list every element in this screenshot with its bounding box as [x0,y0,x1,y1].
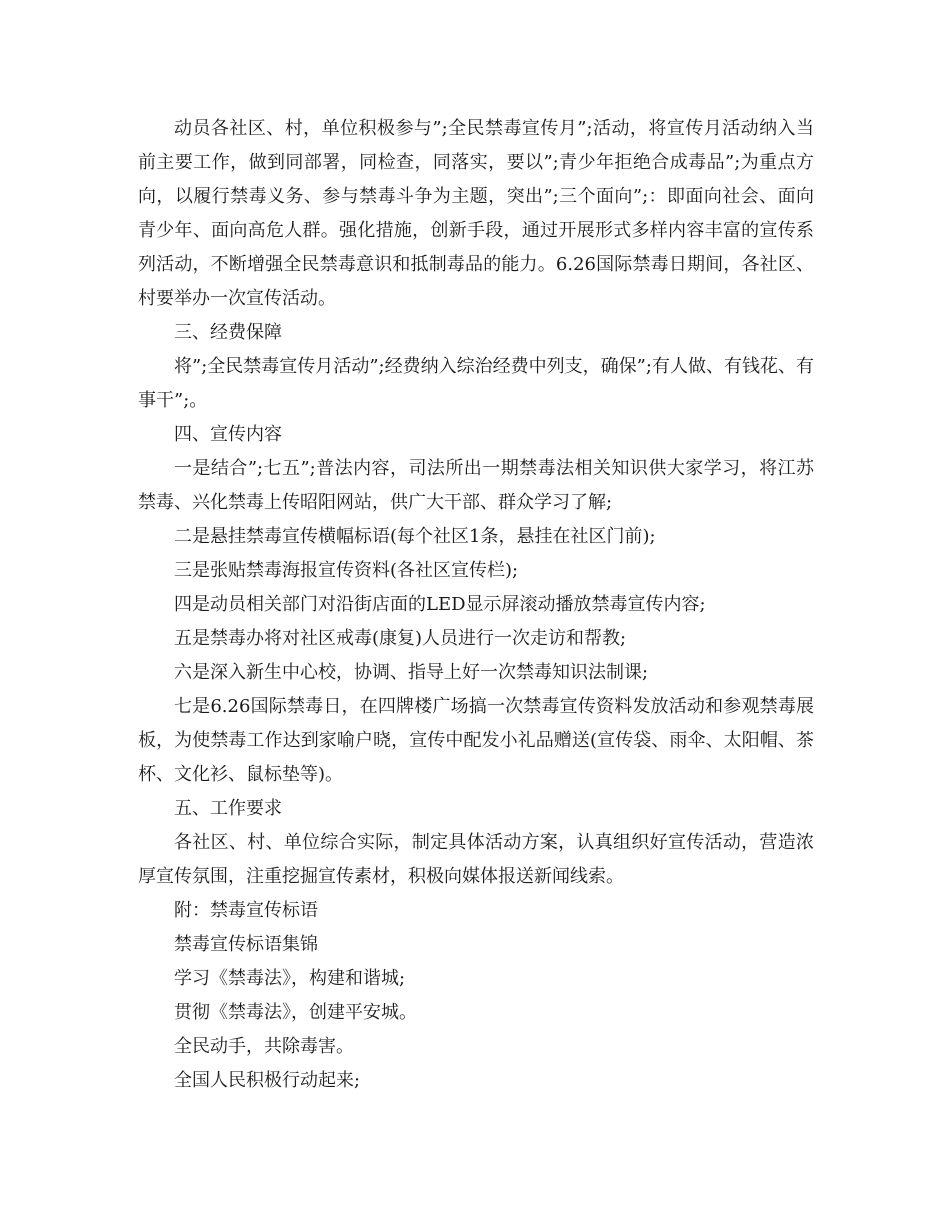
heading-publicity-content: 四、宣传内容 [174,424,282,445]
slogan-item: 学习《禁毒法》，构建和谐城; [174,968,406,989]
paragraph-work-requirements: 各社区、村、单位综合实际，制定具体活动方案，认真组织好宣传活动，营造浓厚宣传氛围，注重挖掘宣传素材，积极向媒体报送新闻线索。 [138,832,814,887]
paragraph-funding: 将”;全民禁毒宣传月活动”;经费纳入综治经费中列支，确保”;有人做、有钱花、有事干”;。 [138,356,814,411]
heading-work-requirements: 五、工作要求 [174,798,282,819]
paragraph-item-3: 三是张贴禁毒海报宣传资料(各社区宣传栏); [174,560,519,581]
paragraph-campaign-mobilization: 动员各社区、村，单位积极参与”;全民禁毒宣传月”;活动，将宣传月活动纳入当前主要工作，做到同部署，同检查，同落实，要以”;青少年拒绝合成毒品”;为重点方向，以履行禁毒义务、参与禁毒斗争为主题，突出”;三个面向”;：即面向社会、面向青少年、面向高危人群。强化措施，创新手段，通过开展形式多样内容丰富的宣传系列活动，不断增强全民禁毒意识和抵制毒品的能力。6.26国际禁毒日期间，各社区、村要举办一次宣传活动。 [138,118,814,309]
heading-appendix: 附：禁毒宣传标语 [174,900,318,921]
document-body [138,112,814,1098]
slogan-item: 贯彻《禁毒法》，创建平安城。 [174,1002,417,1023]
paragraph-item-1: 一是结合”;七五”;普法内容，司法所出一期禁毒法相关知识供大家学习，将江苏禁毒、兴化禁毒上传昭阳网站，供广大干部、群众学习了解; [138,458,814,513]
heading-slogan-collection: 禁毒宣传标语集锦 [174,934,318,955]
paragraph-item-4: 四是动员相关部门对沿街店面的LED显示屏滚动播放禁毒宣传内容; [174,594,706,615]
paragraph-item-6: 六是深入新生中心校，协调、指导上好一次禁毒知识法制课; [174,662,649,683]
slogan-item: 全国人民积极行动起来; [174,1070,361,1091]
paragraph-item-7: 七是6.26国际禁毒日，在四牌楼广场搞一次禁毒宣传资料发放活动和参观禁毒展板，为使禁毒工作达到家喻户晓，宣传中配发小礼品赠送(宣传袋、雨伞、太阳帽、茶杯、文化衫、鼠标垫等)。 [138,696,814,785]
slogan-item: 全民动手，共除毒害。 [174,1036,354,1057]
paragraph-item-2: 二是悬挂禁毒宣传横幅标语(每个社区1条，悬挂在社区门前); [174,526,656,547]
heading-funding: 三、经费保障 [174,322,282,343]
paragraph-item-5: 五是禁毒办将对社区戒毒(康复)人员进行一次走访和帮教; [174,628,627,649]
